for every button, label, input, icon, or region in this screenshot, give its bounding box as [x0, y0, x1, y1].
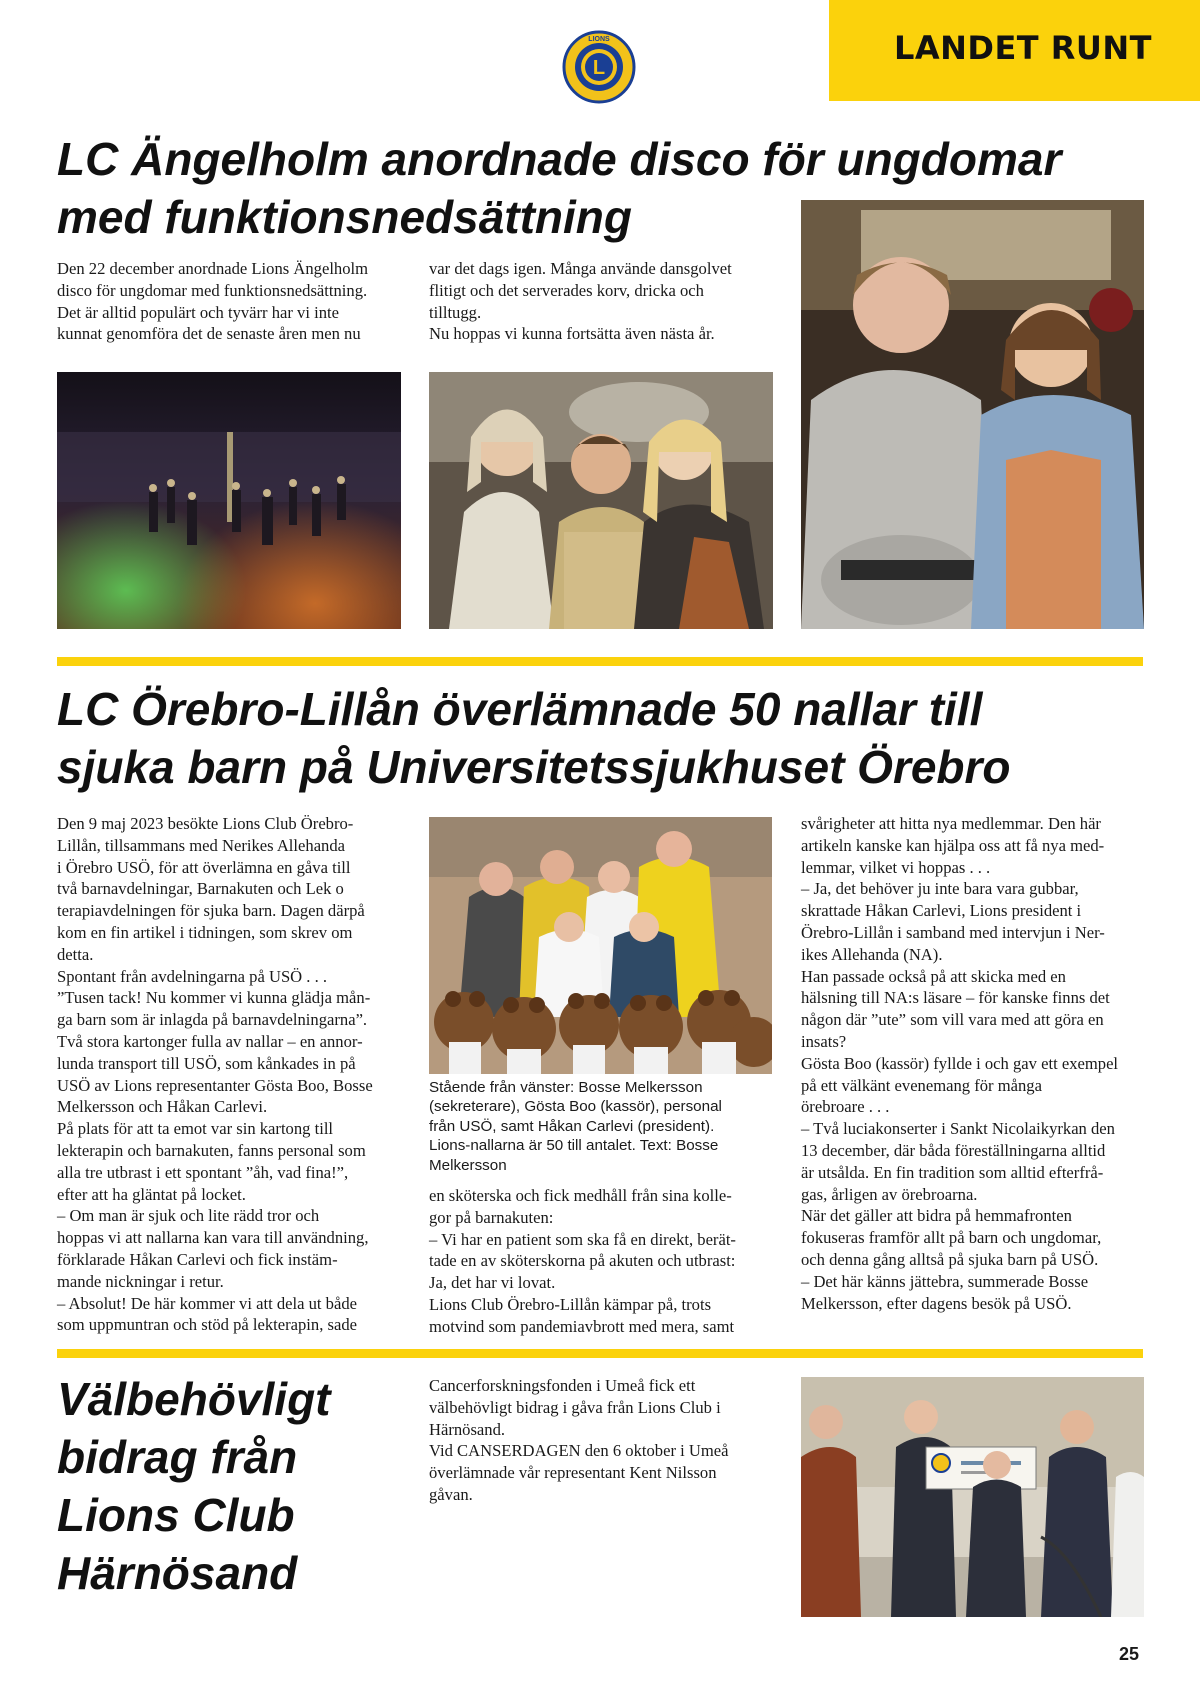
text-line: fokuseras framför allt på barn och ungdomar,: [801, 1228, 1102, 1248]
article3-title-line2: bidrag från: [57, 1431, 298, 1483]
text-line: ikes Allehanda (NA).: [801, 944, 943, 964]
text-line: på ett välkänt evenemang för många: [801, 1075, 1042, 1095]
photo-disco-dance-floor: [57, 372, 401, 629]
text-line: – Vi har en patient som ska få en direkt, berät-: [429, 1229, 736, 1249]
section-tag-label: LANDET RUNT: [893, 29, 1152, 67]
text-line: Cancerforskningsfonden i Umeå fick ett: [429, 1376, 696, 1395]
section-tag: [829, 0, 1200, 101]
text-line: artikeln kanske kan hjälpa oss att få nya med-: [801, 835, 1105, 855]
text-line: efter att ha gläntat på locket.: [57, 1184, 246, 1204]
article2-title: [57, 680, 1157, 796]
text-line: förklarade Håkan Carlevi och fick instäm-: [57, 1249, 338, 1269]
text-line: Han passade också på att skicka med en: [801, 966, 1066, 986]
text-line: 13 december, där båda föreställningarna alltid: [801, 1140, 1106, 1160]
text-line: Melkersson, efter dagens besök på USÖ.: [801, 1293, 1072, 1313]
text-line: en sköterska och fick medhåll från sina kolle-: [429, 1186, 732, 1205]
text-line: skrattade Håkan Carlevi, Lions president i: [801, 901, 1082, 921]
text-line: som uppmuntran och stöd på lekterapin, sade: [57, 1315, 358, 1335]
photo-cheque-handover: [801, 1377, 1144, 1617]
lions-international-logo-icon: [562, 30, 636, 104]
article3-col1: [429, 1375, 779, 1506]
section-divider: [57, 657, 1143, 666]
text-line: hälsning till NA:s läsare – för kanske finns det: [801, 988, 1110, 1008]
article3-title-line4: Härnösand: [57, 1547, 298, 1599]
text-line: i Örebro USÖ, för att överlämna en gåva till: [57, 857, 351, 877]
text-line: Lions Club Örebro-Lillån kämpar på, trots: [429, 1294, 712, 1314]
text-line: var det dags igen. Många använde dansgolvet: [429, 259, 732, 278]
text-line: – Absolut! De här kommer vi att dela ut både: [57, 1293, 357, 1313]
text-line: – Det här känns jättebra, summerade Bosse: [801, 1271, 1089, 1291]
text-line: flitigt och det serverades korv, dricka och: [429, 280, 704, 300]
text-line: ”Tusen tack! Nu kommer vi kunna glädja mån-: [57, 988, 371, 1008]
text-line: alla tre utbrast i ett spontant ”åh, vad fina!”,: [57, 1162, 349, 1182]
text-line: terapiavdelningen för sjuka barn. Dagen därpå: [57, 901, 365, 921]
text-line: motvind som pandemiavbrott med mera, samt: [429, 1316, 735, 1336]
text-line: – Ja, det behöver ju inte bara vara gubbar,: [801, 879, 1079, 899]
caption-line: från USÖ, samt Håkan Carlevi (president).: [429, 1117, 715, 1135]
text-line: örebroare . . .: [801, 1097, 890, 1117]
article2-col1: [57, 813, 407, 1336]
text-line: svårigheter att hitta nya medlemmar. Den här: [801, 814, 1101, 833]
section-divider: [57, 1349, 1143, 1358]
article3-title-line3: Lions Club: [57, 1489, 295, 1541]
text-line: och denna gång alltså på sjuka barn på USÖ.: [801, 1249, 1099, 1269]
text-line: Spontant från avdelningarna på USÖ . . .: [57, 966, 328, 986]
svg-text:LIONS: LIONS: [588, 36, 610, 43]
text-line: lunda transport till USÖ, som kånkades in på: [57, 1053, 356, 1073]
text-line: Ja, det har vi lovat.: [429, 1273, 556, 1293]
caption-line: Melkersson: [429, 1156, 507, 1174]
text-line: tilltugg.: [429, 302, 482, 322]
text-line: Två stora kartonger fulla av nallar – en annor-: [57, 1031, 363, 1051]
article2-title-line1: LC Örebro-Lillån överlämnade 50 nallar till: [57, 683, 983, 735]
text-line: På plats för att ta emot var sin kartong till: [57, 1119, 334, 1139]
text-line: mande nickningar i retur.: [57, 1271, 224, 1291]
caption-line: (sekreterare), Gösta Boo (kassör), personal: [429, 1098, 722, 1116]
text-line: kom en fin artikel i tidningen, som skrev om: [57, 922, 353, 942]
svg-text:L: L: [592, 57, 606, 79]
text-line: tade en av sköterskorna på akuten och utbrast:: [429, 1251, 736, 1271]
photo-teddy-bear-handover: [429, 817, 772, 1074]
article3-title-line1: Välbehövligt: [57, 1373, 331, 1425]
text-line: När det gäller att bidra på hemmafronten: [801, 1206, 1072, 1226]
text-line: någon där ”ute” som vill vara med att göra en: [801, 1010, 1104, 1030]
text-line: Den 9 maj 2023 besökte Lions Club Örebro-: [57, 814, 354, 833]
text-line: Lillån, tillsammans med Nerikes Allehanda: [57, 835, 346, 855]
text-line: hoppas vi att nallarna kan vara till användning,: [57, 1228, 369, 1248]
text-line: är utsålda. En fin tradition som alltid efterfrå-: [801, 1162, 1104, 1182]
text-line: kunnat genomföra det de senaste åren men nu: [57, 324, 361, 344]
text-line: USÖ av Lions representanter Gösta Boo, Bosse: [57, 1075, 373, 1095]
text-line: välbehövligt bidrag i gåva från Lions Club i: [429, 1397, 721, 1417]
text-line: Nu hoppas vi kunna fortsätta även nästa år.: [429, 324, 715, 344]
article2-col3: [801, 813, 1151, 1314]
text-line: Örebro-Lillån i samband med intervjun i Ner-: [801, 922, 1105, 942]
text-line: Vid CANSERDAGEN den 6 oktober i Umeå: [429, 1441, 729, 1461]
photo-young-man-and-woman: [801, 200, 1144, 629]
text-line: Den 22 december anordnade Lions Ängelholm: [57, 259, 369, 278]
photo-three-guests: [429, 372, 773, 629]
text-line: två barnavdelningar, Barnakuten och Lek o: [57, 879, 344, 899]
caption-line: Lions-nallarna är 50 till antalet. Text: Bosse: [429, 1137, 719, 1155]
article1-title-line1: LC Ängelholm anordnade disco för ungdomar: [57, 133, 1062, 185]
text-line: disco för ungdomar med funktionsnedsättning.: [57, 280, 368, 300]
text-line: Det är alltid populärt och tyvärr har vi inte: [57, 302, 339, 322]
article2-title-line2: sjuka barn på Universitetssjukhuset Örebro: [57, 741, 1011, 793]
text-line: lemmar, vilket vi hoppas . . .: [801, 857, 991, 877]
text-line: gåvan.: [429, 1484, 473, 1504]
text-line: – Om man är sjuk och lite rädd tror och: [57, 1206, 320, 1226]
photo-caption: [429, 1078, 769, 1175]
text-line: Gösta Boo (kassör) fyllde i och gav ett exempel: [801, 1053, 1119, 1073]
article1-col1: [57, 258, 407, 345]
text-line: gor på barnakuten:: [429, 1207, 554, 1227]
text-line: insats?: [801, 1031, 847, 1051]
page-number: 25: [1119, 1644, 1140, 1664]
text-line: överlämnade vår representant Kent Nilsson: [429, 1463, 717, 1483]
text-line: detta.: [57, 944, 94, 964]
text-line: gas, årligen av örebroarna.: [801, 1184, 978, 1204]
caption-line: Stående från vänster: Bosse Melkersson: [429, 1079, 703, 1096]
text-line: lekterapin och barnakuten, fanns personal som: [57, 1140, 366, 1160]
lions-logo: [562, 30, 636, 104]
text-line: – Två luciakonserter i Sankt Nicolaikyrkan den: [801, 1119, 1115, 1139]
text-line: ga barn som är inlagda på barnavdelningarna”.: [57, 1010, 368, 1030]
text-line: Melkersson och Håkan Carlevi.: [57, 1097, 268, 1117]
article2-col2: [429, 1185, 779, 1338]
article3-title: [57, 1370, 397, 1602]
text-line: Härnösand.: [429, 1419, 506, 1439]
article1-col2: [429, 258, 779, 345]
article1-title-line2: med funktionsnedsättning: [57, 191, 632, 243]
